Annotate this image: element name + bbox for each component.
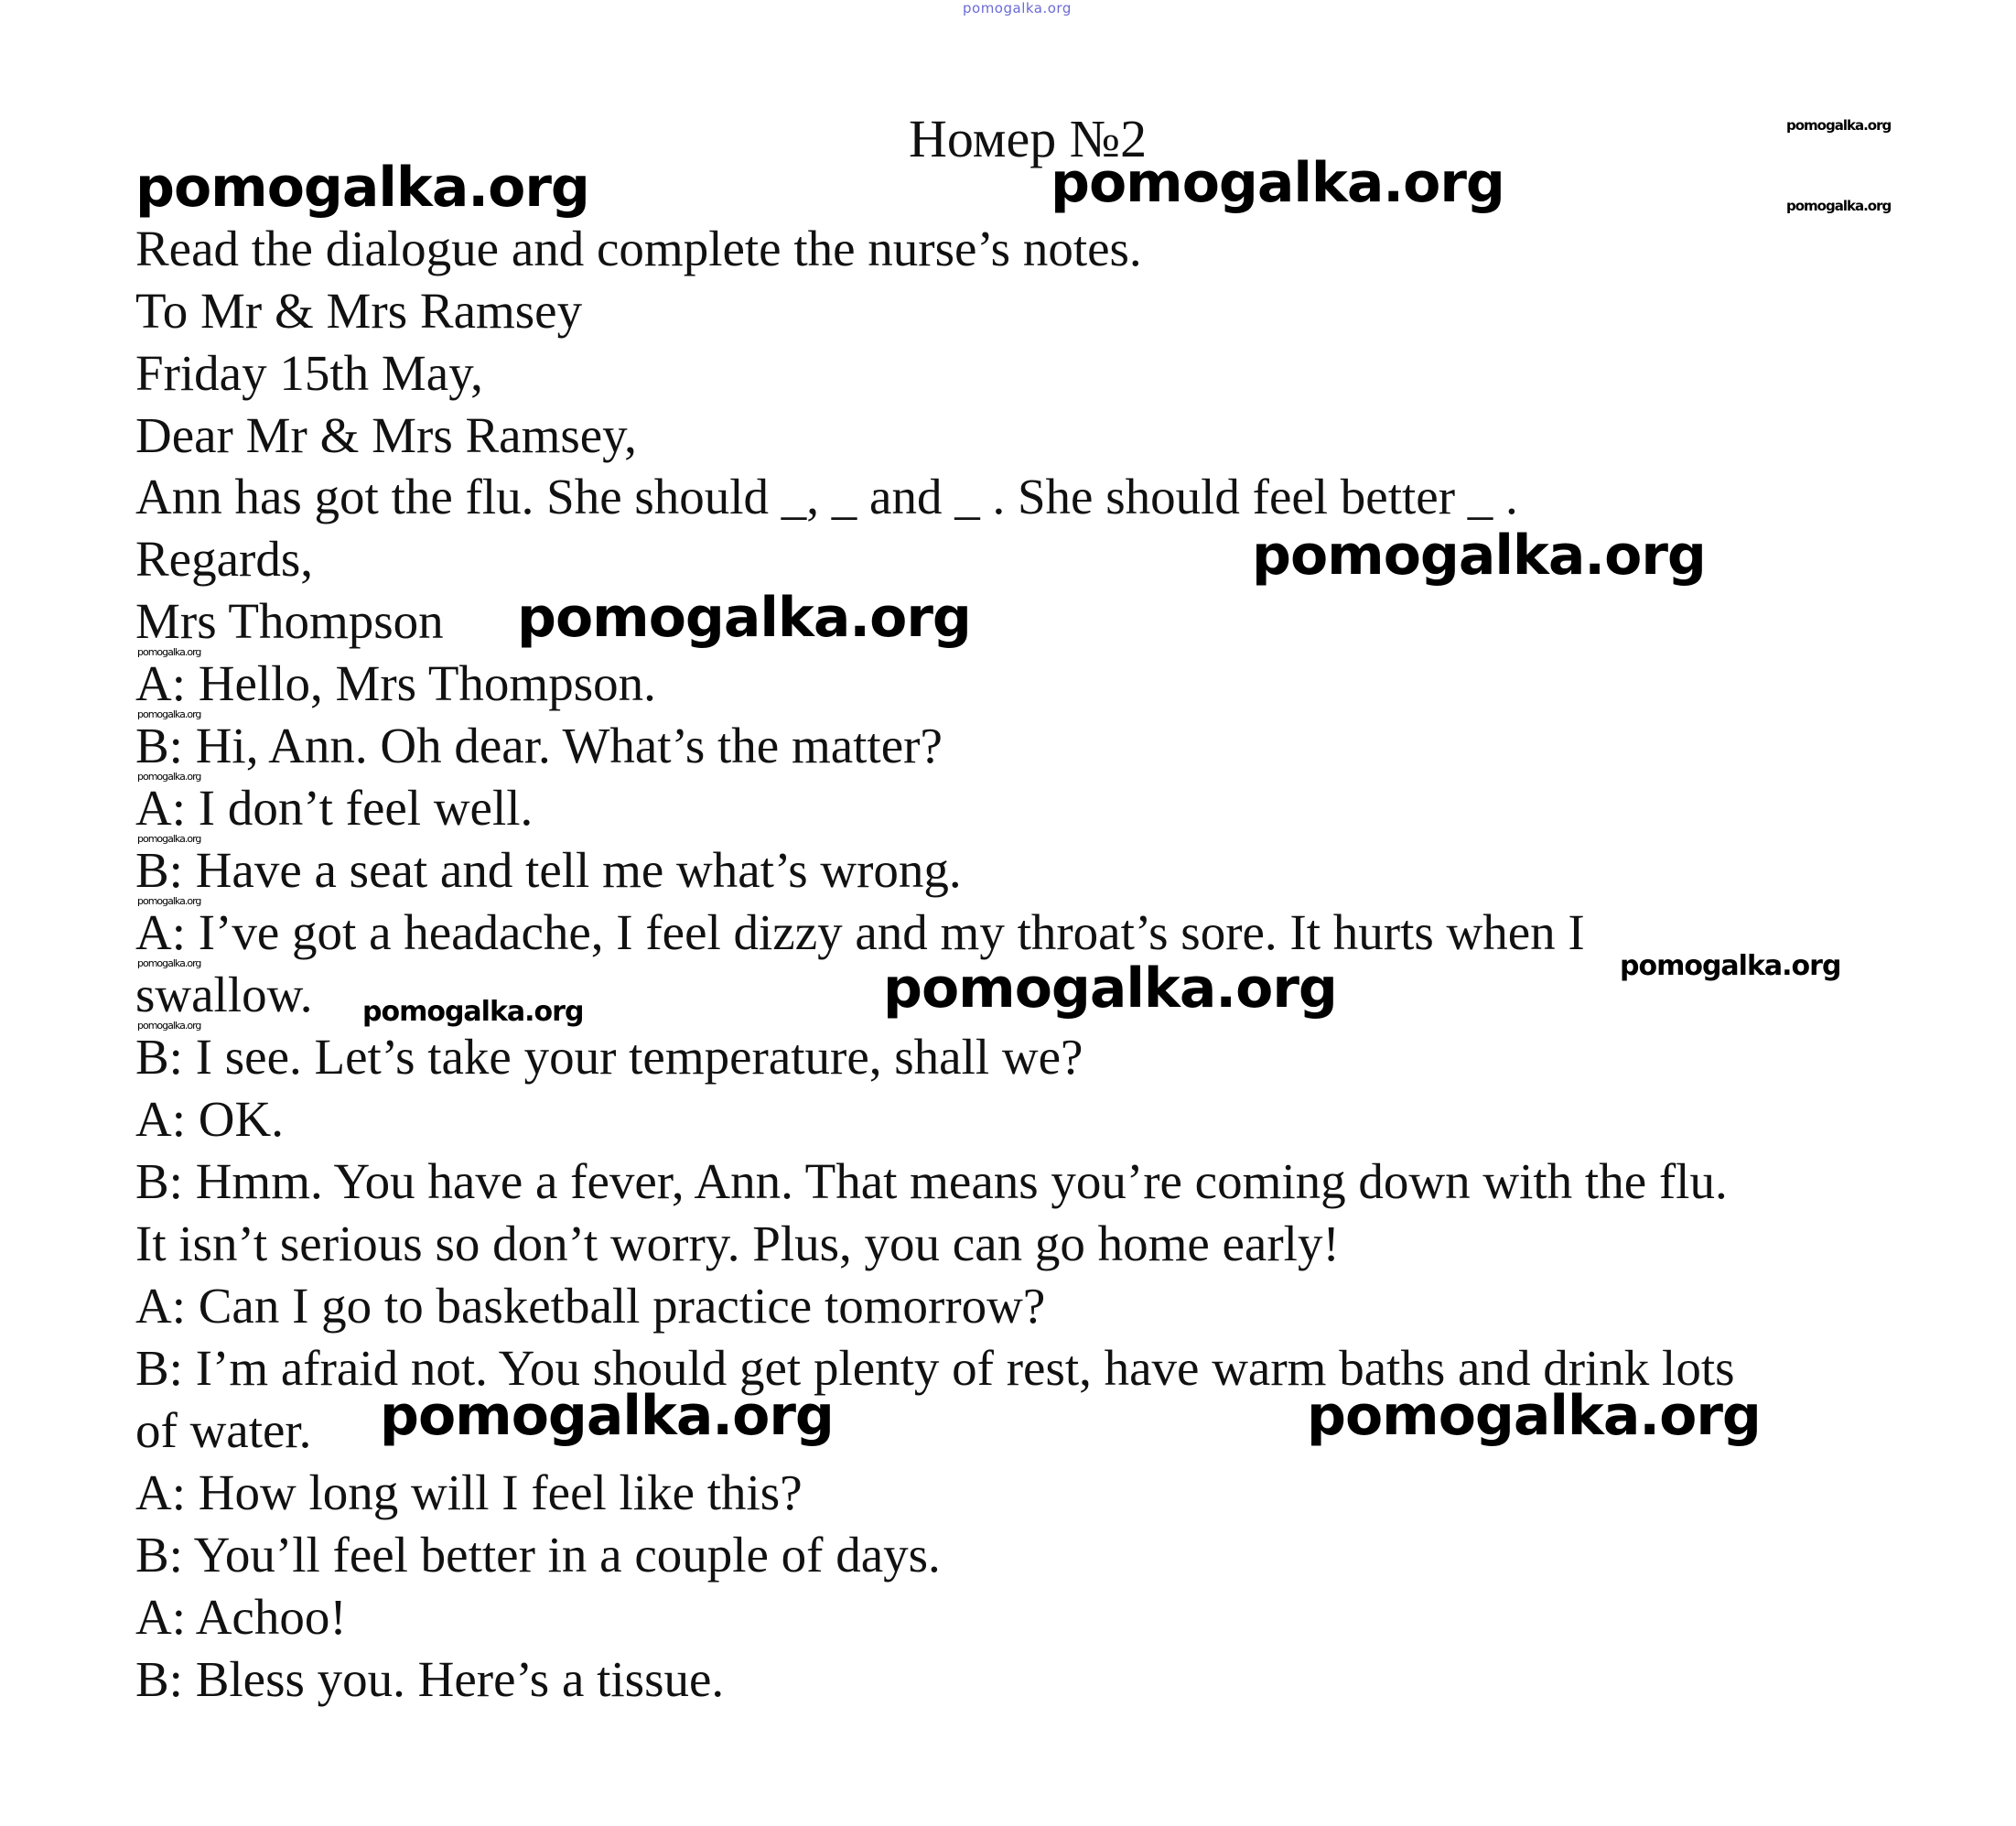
top-watermark: pomogalka.org bbox=[963, 0, 1072, 16]
dialogue-line: A: Can I go to basketball practice tomorrow? bbox=[135, 1278, 1046, 1334]
dialogue-line: A: Hello, Mrs Thompson. bbox=[135, 655, 656, 711]
note-signature: Mrs Thompson bbox=[135, 593, 444, 649]
watermark: pomogalka.org bbox=[135, 156, 589, 220]
watermark: pomogalka.org bbox=[137, 646, 201, 658]
watermark: pomogalka.org bbox=[137, 833, 201, 845]
watermark: pomogalka.org bbox=[137, 895, 201, 907]
watermark: pomogalka.org bbox=[1307, 1384, 1761, 1448]
dialogue-line: A: I don’t feel well. bbox=[135, 780, 534, 836]
dialogue-line: B: Bless you. Here’s a tissue. bbox=[135, 1651, 725, 1707]
dialogue-line: A: How long will I feel like this? bbox=[135, 1464, 803, 1520]
watermark: pomogalka.org bbox=[137, 771, 201, 783]
watermark: pomogalka.org bbox=[1786, 198, 1892, 214]
dialogue-line: swallow. bbox=[135, 967, 313, 1022]
dialogue-line: of water. bbox=[135, 1402, 312, 1458]
watermark: pomogalka.org bbox=[137, 957, 201, 969]
dialogue-line: A: Achoo! bbox=[135, 1589, 347, 1645]
watermark: pomogalka.org bbox=[380, 1384, 834, 1448]
watermark: pomogalka.org bbox=[137, 1020, 201, 1032]
note-date: Friday 15th May, bbox=[135, 345, 483, 401]
dialogue-line: B: I’m afraid not. You should get plenty of rest, have warm baths and drink lots bbox=[135, 1340, 1735, 1396]
note-body: Ann has got the flu. She should _, _ and _ . She should feel better _ . bbox=[135, 469, 1518, 524]
watermark: pomogalka.org bbox=[137, 708, 201, 720]
dialogue-line: A: I’ve got a headache, I feel dizzy and my throat’s sore. It hurts when I bbox=[135, 904, 1585, 960]
watermark: pomogalka.org bbox=[1786, 117, 1892, 134]
task-instruction: Read the dialogue and complete the nurse’s notes. bbox=[135, 221, 1142, 276]
dialogue-line: It isn’t serious so don’t worry. Plus, you can go home early! bbox=[135, 1216, 1340, 1271]
dialogue-line: B: Hi, Ann. Oh dear. What’s the matter? bbox=[135, 718, 943, 773]
watermark: pomogalka.org bbox=[362, 996, 584, 1028]
dialogue-line: B: Hmm. You have a fever, Ann. That means you’re coming down with the flu. bbox=[135, 1153, 1728, 1209]
watermark: pomogalka.org bbox=[517, 586, 971, 650]
watermark: pomogalka.org bbox=[883, 956, 1337, 1021]
watermark: pomogalka.org bbox=[1620, 950, 1841, 982]
watermark: pomogalka.org bbox=[1051, 151, 1504, 215]
dialogue-line: B: I see. Let’s take your temperature, shall we? bbox=[135, 1029, 1083, 1085]
dialogue-line: B: Have a seat and tell me what’s wrong. bbox=[135, 842, 962, 898]
note-greeting: Dear Mr & Mrs Ramsey, bbox=[135, 407, 637, 463]
page-title: Номер №2 bbox=[909, 109, 1148, 168]
watermark: pomogalka.org bbox=[1252, 524, 1706, 588]
dialogue-line: B: You’ll feel better in a couple of days. bbox=[135, 1527, 941, 1583]
dialogue-line: A: OK. bbox=[135, 1091, 284, 1147]
note-to: To Mr & Mrs Ramsey bbox=[135, 283, 583, 339]
note-closing: Regards, bbox=[135, 531, 313, 587]
